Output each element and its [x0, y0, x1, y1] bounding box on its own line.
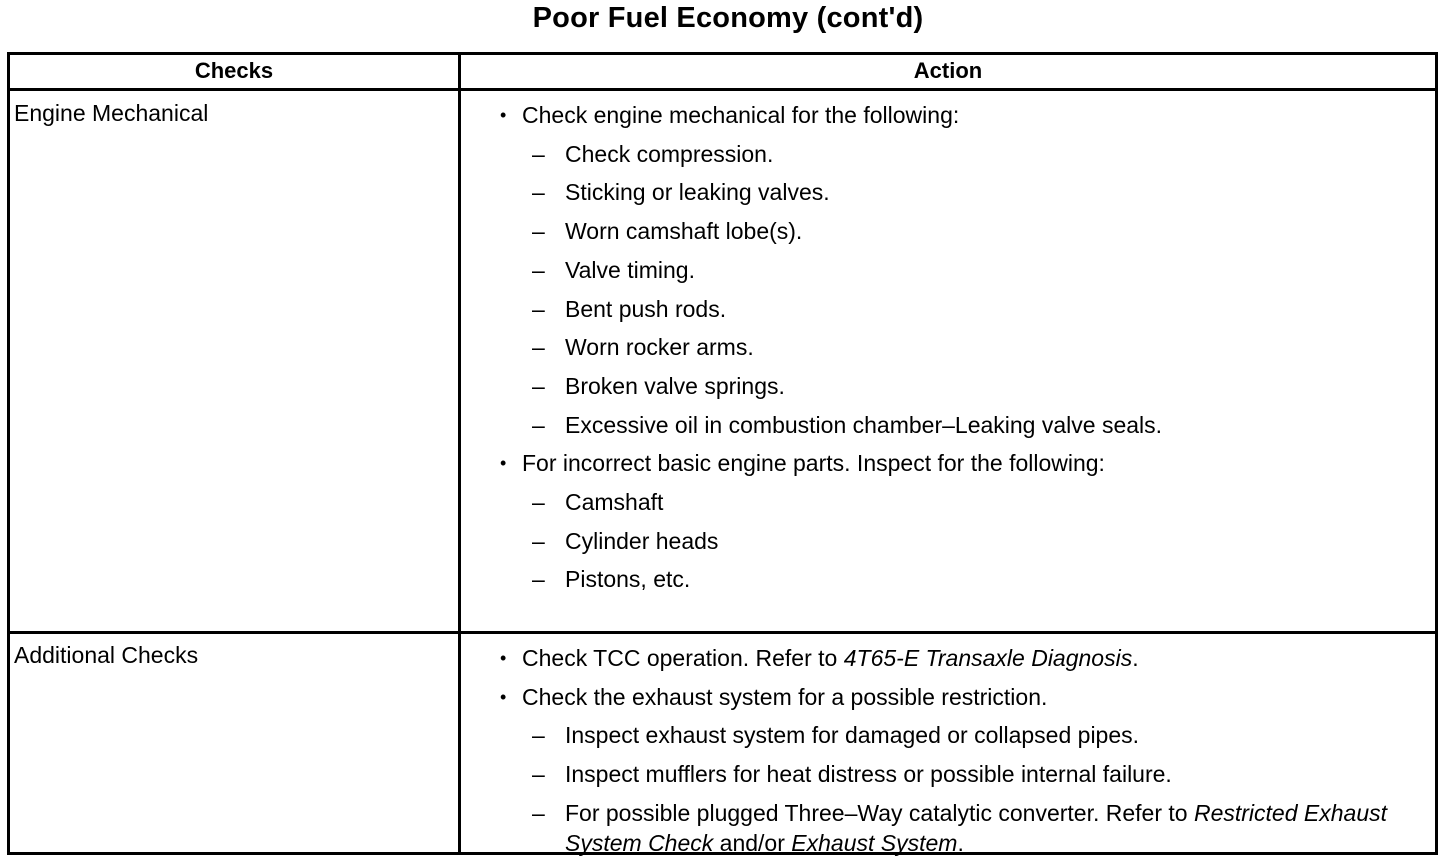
dash-marker: – [532, 489, 545, 516]
dash-marker: – [532, 372, 545, 399]
sub-item [500, 716, 1415, 755]
sub-item-text-end: . [957, 829, 964, 856]
reference-link-transaxle-diagnosis[interactable]: 4T65-E Transaxle Diagnosis [843, 645, 1133, 671]
dash-marker: – [532, 799, 545, 826]
sub-item-text: For possible plugged Three–Way catalytic converter. Refer to [565, 799, 1194, 826]
dash-marker: – [532, 334, 545, 361]
dash-marker: – [532, 295, 545, 322]
bullet-text: Check the exhaust system for a possible restriction. [522, 683, 1048, 710]
dash-marker: – [532, 256, 545, 283]
sub-item-text: Cylinder heads [565, 527, 719, 554]
dash-marker: – [532, 761, 545, 788]
sub-item-text: Sticking or leaking valves. [565, 179, 830, 206]
sub-item [500, 367, 1415, 406]
sub-item [500, 290, 1415, 329]
bullet-text: Check TCC operation. Refer to [522, 645, 844, 671]
sub-item-text-mid: and/or [713, 829, 792, 856]
dash-marker: – [532, 218, 545, 245]
column-header-action: Action [913, 58, 983, 83]
row-divider [10, 631, 1435, 634]
dash-marker: – [532, 411, 545, 438]
reference-link-exhaust-system[interactable]: Exhaust System [791, 829, 958, 856]
dash-marker: – [532, 179, 545, 206]
sub-item [500, 406, 1415, 445]
sub-item-text: Excessive oil in combustion chamber–Leaking valve seals. [565, 411, 1163, 438]
bullet-marker: • [500, 686, 507, 707]
sub-item-text: Valve timing. [565, 256, 695, 283]
list-item [500, 96, 1415, 135]
sub-item [500, 135, 1415, 174]
list-item [500, 678, 1415, 717]
bullet-marker: • [500, 105, 507, 125]
sub-item-text: Bent push rods. [565, 295, 727, 322]
sub-item [500, 251, 1415, 290]
sub-item [500, 755, 1415, 794]
sub-item-text: Inspect mufflers for heat distress or possible internal failure. [565, 761, 1172, 788]
bullet-text: For incorrect basic engine parts. Inspect for the following: [522, 450, 1105, 477]
sub-item-text: Check compression. [565, 140, 774, 167]
dash-marker: – [532, 140, 545, 167]
reference-link-restricted-exhaust[interactable]: Restricted Exhaust System Check [565, 799, 1388, 856]
sub-item [500, 328, 1415, 367]
bullet-marker: • [500, 648, 507, 668]
bullet-text-end: . [1132, 645, 1139, 671]
header-divider [10, 88, 1435, 91]
sub-item-text: Pistons, etc. [565, 566, 691, 593]
dash-marker: – [532, 722, 545, 749]
list-item [500, 639, 1415, 678]
sub-item-text: Inspect exhaust system for damaged or collapsed pipes. [565, 722, 1140, 749]
dash-marker: – [532, 527, 545, 554]
dash-marker: – [532, 566, 545, 593]
sub-item-text: Broken valve springs. [565, 372, 785, 399]
sub-item [500, 794, 1415, 858]
column-divider [458, 55, 461, 852]
bullet-marker: • [500, 453, 507, 474]
sub-item [500, 212, 1415, 251]
sub-item [500, 173, 1415, 212]
check-label-engine-mechanical: Engine Mechanical [14, 100, 209, 126]
action-list-additional-checks [500, 639, 1415, 858]
sub-item [500, 522, 1415, 561]
page-title: Poor Fuel Economy (cont'd) [532, 2, 924, 34]
sub-item-text: Camshaft [565, 489, 664, 516]
diagnosis-table [7, 52, 1438, 855]
list-item [500, 444, 1415, 483]
sub-item-text: Worn rocker arms. [565, 334, 754, 361]
action-list-engine-mechanical [500, 96, 1415, 599]
check-label-additional-checks: Additional Checks [14, 642, 199, 668]
column-header-checks: Checks [194, 58, 274, 83]
bullet-text: Check engine mechanical for the following: [522, 102, 960, 128]
sub-item [500, 483, 1415, 522]
sub-item-text: Worn camshaft lobe(s). [565, 218, 803, 245]
sub-item [500, 560, 1415, 599]
